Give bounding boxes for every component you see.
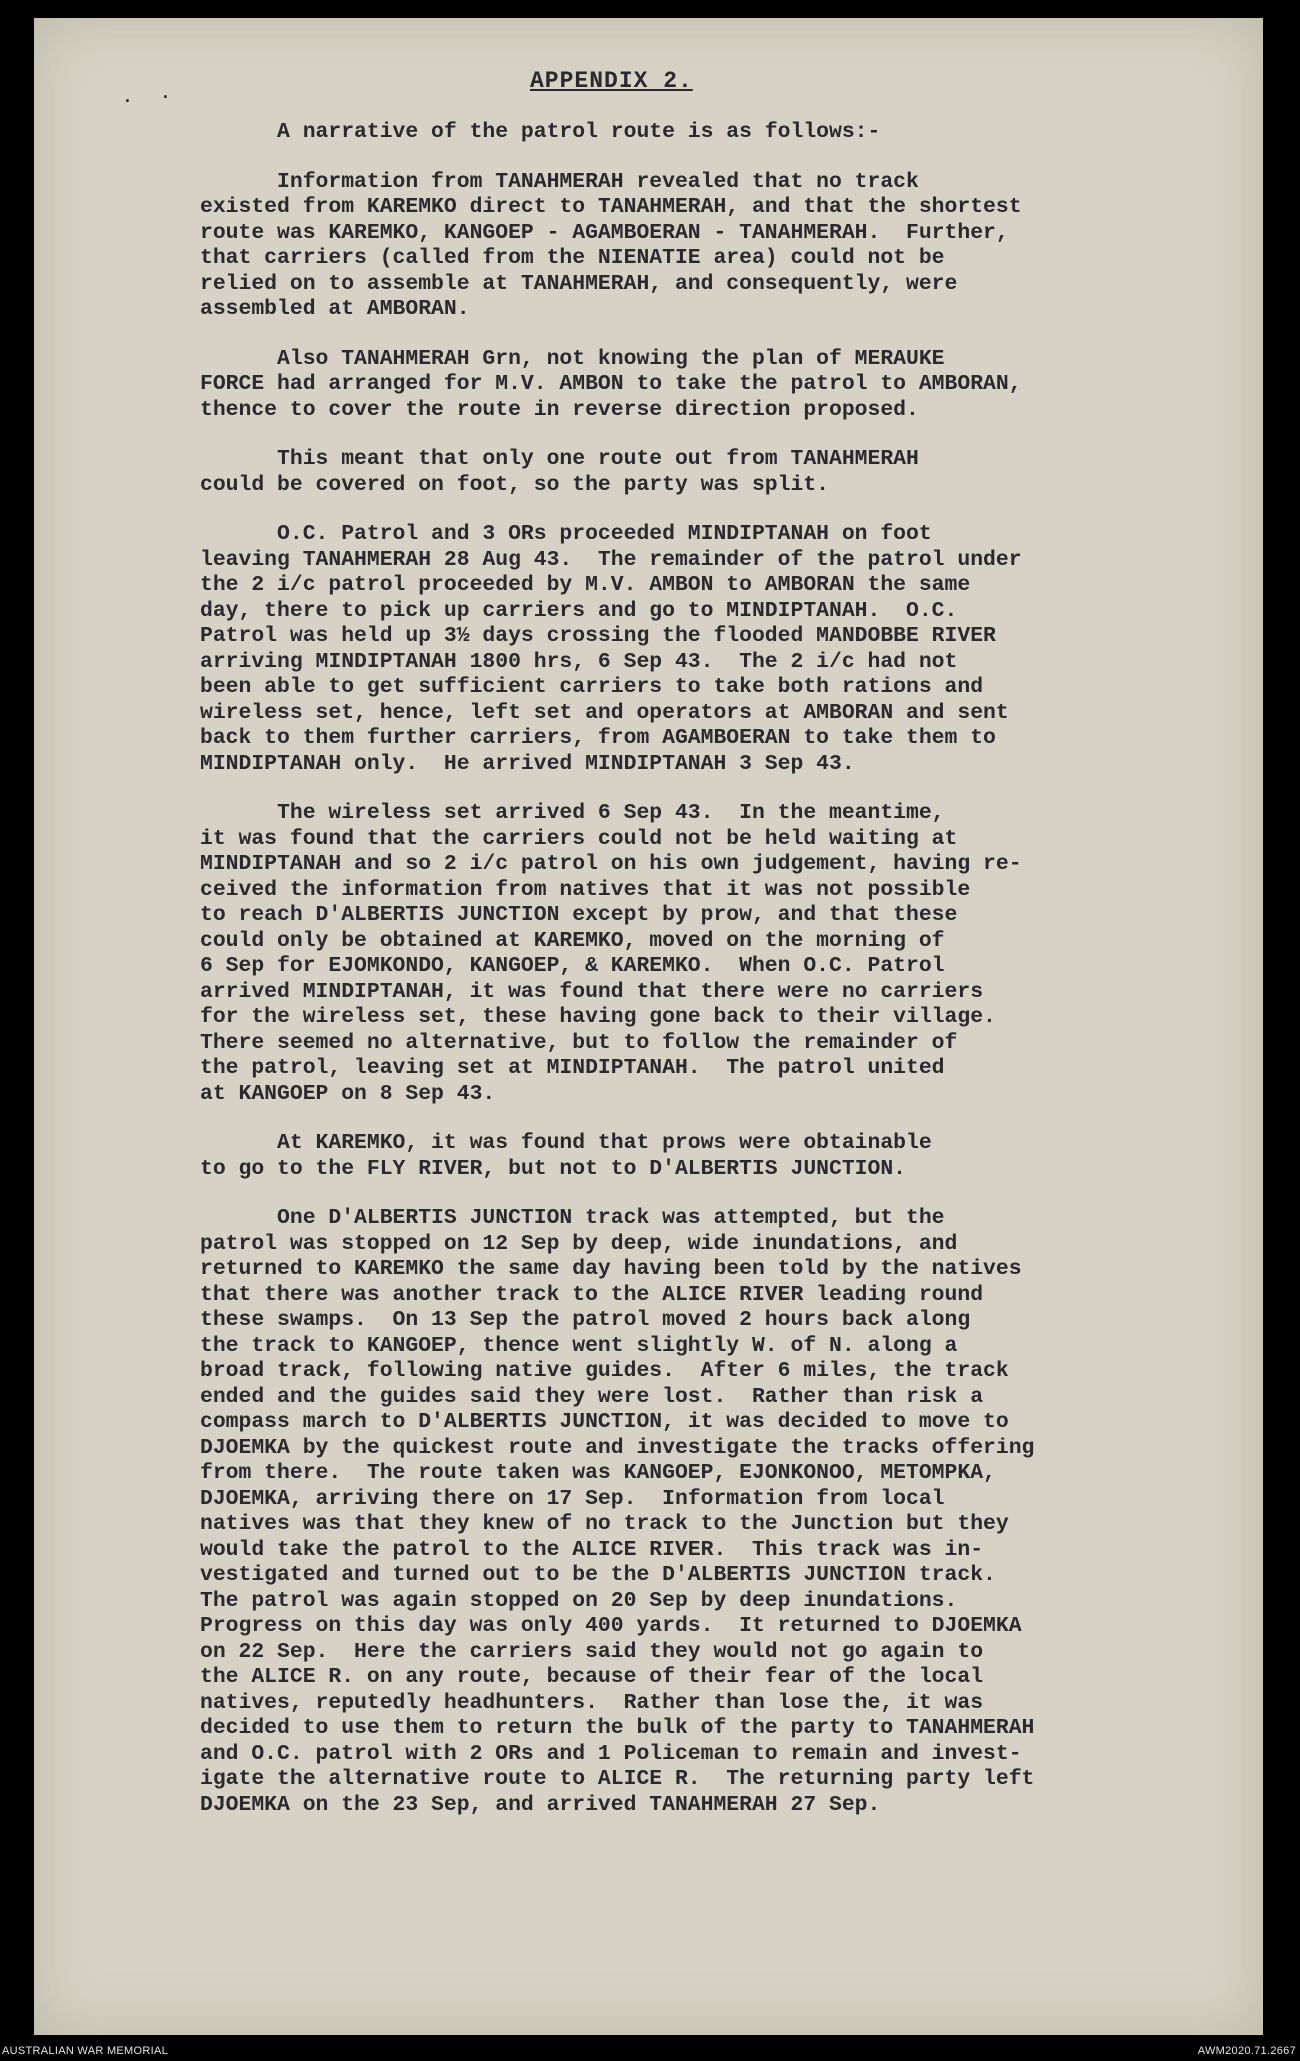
text-line: arriving MINDIPTANAH 1800 hrs, 6 Sep 43. The 2 i/c had not — [200, 649, 958, 674]
text-line: the 2 i/c patrol proceeded by M.V. AMBON to AMBORAN the same — [200, 573, 971, 597]
text-line: the patrol, leaving set at MINDIPTANAH. The patrol united — [200, 1056, 945, 1080]
footer-archive-id: AWM2020.71.2667 — [1197, 2045, 1296, 2057]
text-line: ended and the guides said they were lost. Rather than risk a — [200, 1384, 984, 1409]
ink-mark: · — [160, 88, 171, 108]
text-line: Patrol was held up 3½ days crossing the flooded MANDOBBE RIVER — [200, 624, 996, 648]
text-line: assembled at AMBORAN. — [200, 297, 470, 321]
document-body — [200, 120, 1160, 1842]
text-line: One D'ALBERTIS JUNCTION track was attempted, but the — [200, 1206, 945, 1230]
text-line: been able to get sufficient carriers to take both rations and — [200, 675, 984, 699]
text-line: ceived the information from natives that it was not possible — [200, 877, 971, 902]
text-line: At KAREMKO, it was found that prows were obtainable — [200, 1131, 932, 1155]
paragraph — [200, 801, 1160, 1107]
text-line: FORCE had arranged for M.V. AMBON to take the patrol to AMBORAN, — [200, 372, 1022, 396]
text-line: that carriers (called from the NIENATIE area) could not be — [200, 246, 945, 270]
text-line: could be covered on foot, so the party was split. — [200, 472, 829, 497]
text-line: DJOEMKA on the 23 Sep, and arrived TANAHMERAH 27 Sep. — [200, 1792, 881, 1817]
text-line: Progress on this day was only 400 yards. It returned to DJOEMKA — [200, 1614, 1022, 1638]
text-line: the track to KANGOEP, thence went slightly W. of N. along a — [200, 1333, 958, 1358]
text-line: patrol was stopped on 12 Sep by deep, wide inundations, and — [200, 1231, 958, 1256]
paragraph — [200, 170, 1160, 323]
text-line: thence to cover the route in reverse direction proposed. — [200, 397, 919, 422]
text-line: natives, reputedly headhunters. Rather than lose the, it was — [200, 1690, 984, 1715]
text-line: to reach D'ALBERTIS JUNCTION except by prow, and that these — [200, 903, 958, 927]
text-line: igate the alternative route to ALICE R. The returning party left — [200, 1767, 1035, 1791]
text-line: This meant that only one route out from TANAHMERAH — [200, 447, 919, 471]
paragraph — [200, 1206, 1160, 1818]
text-line: could only be obtained at KAREMKO, moved on the morning of — [200, 928, 945, 953]
text-line: route was KAREMKO, KANGOEP - AGAMBOERAN - TANAHMERAH. Further, — [200, 220, 1009, 245]
text-line: it was found that the carriers could not be held waiting at — [200, 826, 958, 851]
text-line: would take the patrol to the ALICE RIVER. This track was in- — [200, 1537, 984, 1562]
text-line: The wireless set arrived 6 Sep 43. In the meantime, — [200, 801, 945, 825]
text-line: MINDIPTANAH and so 2 i/c patrol on his own judgement, having re- — [200, 852, 1022, 876]
paragraph — [200, 120, 1160, 146]
text-line: existed from KAREMKO direct to TANAHMERAH, and that the shortest — [200, 195, 1022, 219]
paragraph — [200, 522, 1160, 777]
footer-archive-name: AUSTRALIAN WAR MEMORIAL — [2, 2045, 169, 2057]
text-line: Information from TANAHMERAH revealed that no track — [200, 169, 919, 194]
text-line: compass march to D'ALBERTIS JUNCTION, it was decided to move to — [200, 1410, 1009, 1434]
text-line: 6 Sep for EJOMKONDO, KANGOEP, & KAREMKO. When O.C. Patrol — [200, 954, 945, 978]
text-line: broad track, following native guides. After 6 miles, the track — [200, 1359, 1009, 1383]
text-line: at KANGOEP on 8 Sep 43. — [200, 1081, 496, 1106]
text-line: The patrol was again stopped on 20 Sep by deep inundations. — [200, 1588, 958, 1613]
text-line: DJOEMKA, arriving there on 17 Sep. Information from local — [200, 1486, 945, 1511]
text-line: arrived MINDIPTANAH, it was found that there were no carriers — [200, 979, 984, 1004]
text-line: and O.C. patrol with 2 ORs and 1 Policeman to remain and invest- — [200, 1741, 1022, 1766]
text-line: decided to use them to return the bulk of the party to TANAHMERAH — [200, 1716, 1035, 1740]
text-line: A narrative of the patrol route is as follows:- — [200, 120, 881, 144]
text-line: day, there to pick up carriers and go to MINDIPTANAH. O.C. — [200, 598, 958, 623]
ink-mark: · — [122, 92, 133, 112]
text-line: on 22 Sep. Here the carriers said they would not go again to — [200, 1639, 984, 1664]
text-line: vestigated and turned out to be the D'ALBERTIS JUNCTION track. — [200, 1563, 996, 1587]
text-line: the ALICE R. on any route, because of their fear of the local — [200, 1665, 984, 1689]
text-line: Also TANAHMERAH Grn, not knowing the plan of MERAUKE — [200, 346, 945, 371]
text-line: MINDIPTANAH only. He arrived MINDIPTANAH 3 Sep 43. — [200, 751, 855, 776]
text-line: to go to the FLY RIVER, but not to D'ALBERTIS JUNCTION. — [200, 1156, 907, 1181]
page-title: APPENDIX 2. — [530, 68, 693, 94]
text-line: these swamps. On 13 Sep the patrol moved 2 hours back along — [200, 1308, 971, 1332]
paragraph — [200, 447, 1160, 498]
text-line: for the wireless set, these having gone back to their village. — [200, 1005, 996, 1029]
text-line: from there. The route taken was KANGOEP, EJONKONOO, METOMPKA, — [200, 1461, 996, 1485]
paragraph — [200, 347, 1160, 424]
text-line: back to them further carriers, from AGAMBOERAN to take them to — [200, 726, 996, 750]
text-line: that there was another track to the ALICE RIVER leading round — [200, 1282, 984, 1307]
text-line: DJOEMKA by the quickest route and investigate the tracks offering — [200, 1435, 1035, 1460]
text-line: O.C. Patrol and 3 ORs proceeded MINDIPTANAH on foot — [200, 522, 932, 546]
text-line: returned to KAREMKO the same day having been told by the natives — [200, 1257, 1022, 1281]
text-line: relied on to assemble at TANAHMERAH, and consequently, were — [200, 271, 958, 296]
paragraph — [200, 1131, 1160, 1182]
text-line: There seemed no alternative, but to follow the remainder of — [200, 1030, 958, 1055]
text-line: natives was that they knew of no track to the Junction but they — [200, 1512, 1009, 1536]
text-line: leaving TANAHMERAH 28 Aug 43. The remainder of the patrol under — [200, 547, 1022, 572]
text-line: wireless set, hence, left set and operators at AMBORAN and sent — [200, 700, 1009, 725]
